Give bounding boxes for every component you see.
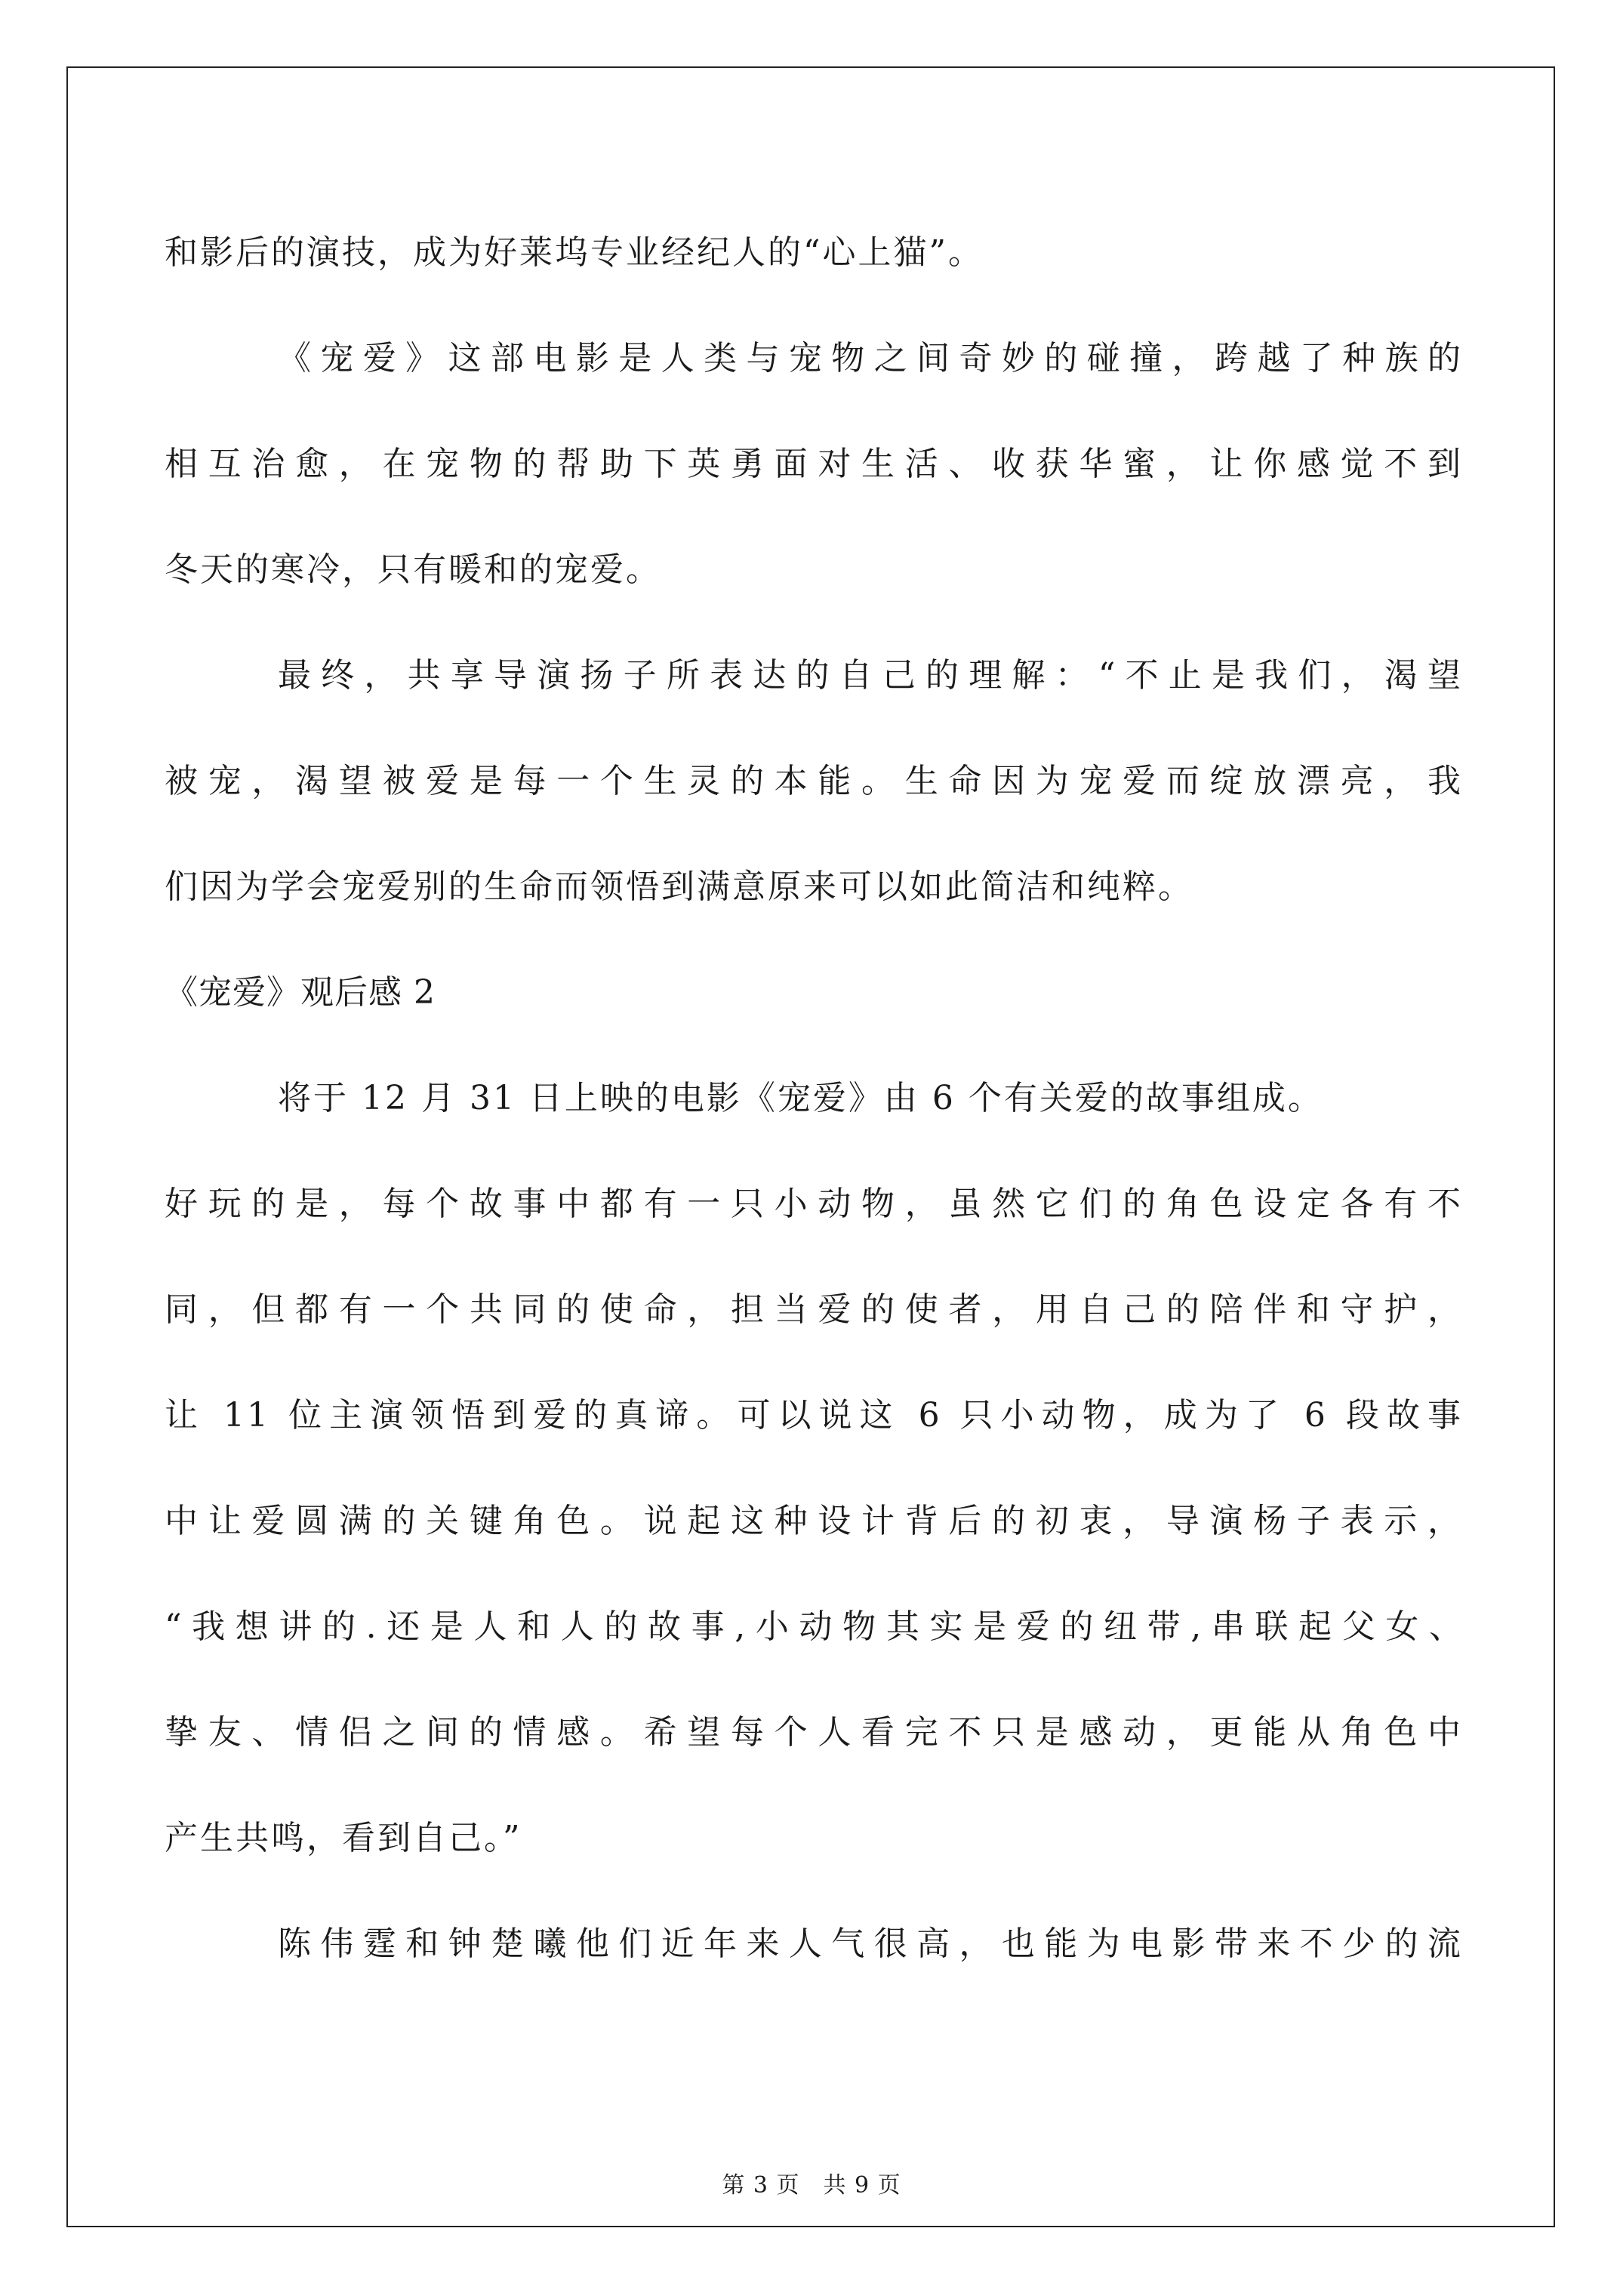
paragraph-first-line: 《宠爱》这部电影是人类与宠物之间奇妙的碰撞，跨越了种族的	[278, 339, 1463, 378]
text-line: 让 11 位主演领悟到爱的真谛。可以说这 6 只小动物，成为了 6 段故事	[165, 1396, 1463, 1435]
text-line: 好玩的是，每个故事中都有一只小动物，虽然它们的角色设定各有不	[165, 1185, 1463, 1223]
text-line: 们因为学会宠爱别的生命而领悟到满意原来可以如此简洁和纯粹。	[165, 868, 1193, 906]
text-line: “我想讲的.还是人和人的故事,小动物其实是爱的纽带,串联起父女、	[165, 1607, 1463, 1646]
section-heading: 《宠爱》观后感 2	[165, 973, 436, 1012]
text-line: 产生共鸣，看到自己。”	[165, 1819, 522, 1857]
text-line: 相互治愈，在宠物的帮助下英勇面对生活、收获华蜜，让你感觉不到	[165, 445, 1463, 483]
text-line: 中让爱圆满的关键角色。说起这种设计背后的初衷，导演杨子表示，	[165, 1502, 1463, 1540]
text-line: 同，但都有一个共同的使命，担当爱的使者，用自己的陪伴和守护，	[165, 1290, 1463, 1329]
paragraph-first-line: 将于 12 月 31 日上映的电影《宠爱》由 6 个有关爱的故事组成。	[278, 1079, 1323, 1117]
text-line: 被宠，渴望被爱是每一个生灵的本能。生命因为宠爱而绽放漂亮，我	[165, 762, 1463, 800]
text-line: 和影后的演技，成为好莱坞专业经纪人的“心上猫”。	[165, 233, 984, 272]
paragraph-first-line: 陈伟霆和钟楚曦他们近年来人气很高，也能为电影带来不少的流	[278, 1925, 1463, 1963]
page-number-footer: 第 3 页 共 9 页	[722, 2172, 901, 2199]
paragraph-first-line: 最终，共享导演扬子所表达的自己的理解：“不止是我们，渴望	[278, 656, 1463, 695]
text-line: 挚友、情侣之间的情感。希望每个人看完不只是感动，更能从角色中	[165, 1713, 1463, 1752]
text-line: 冬天的寒冷，只有暖和的宠爱。	[165, 550, 661, 589]
page-border	[66, 66, 1555, 2227]
